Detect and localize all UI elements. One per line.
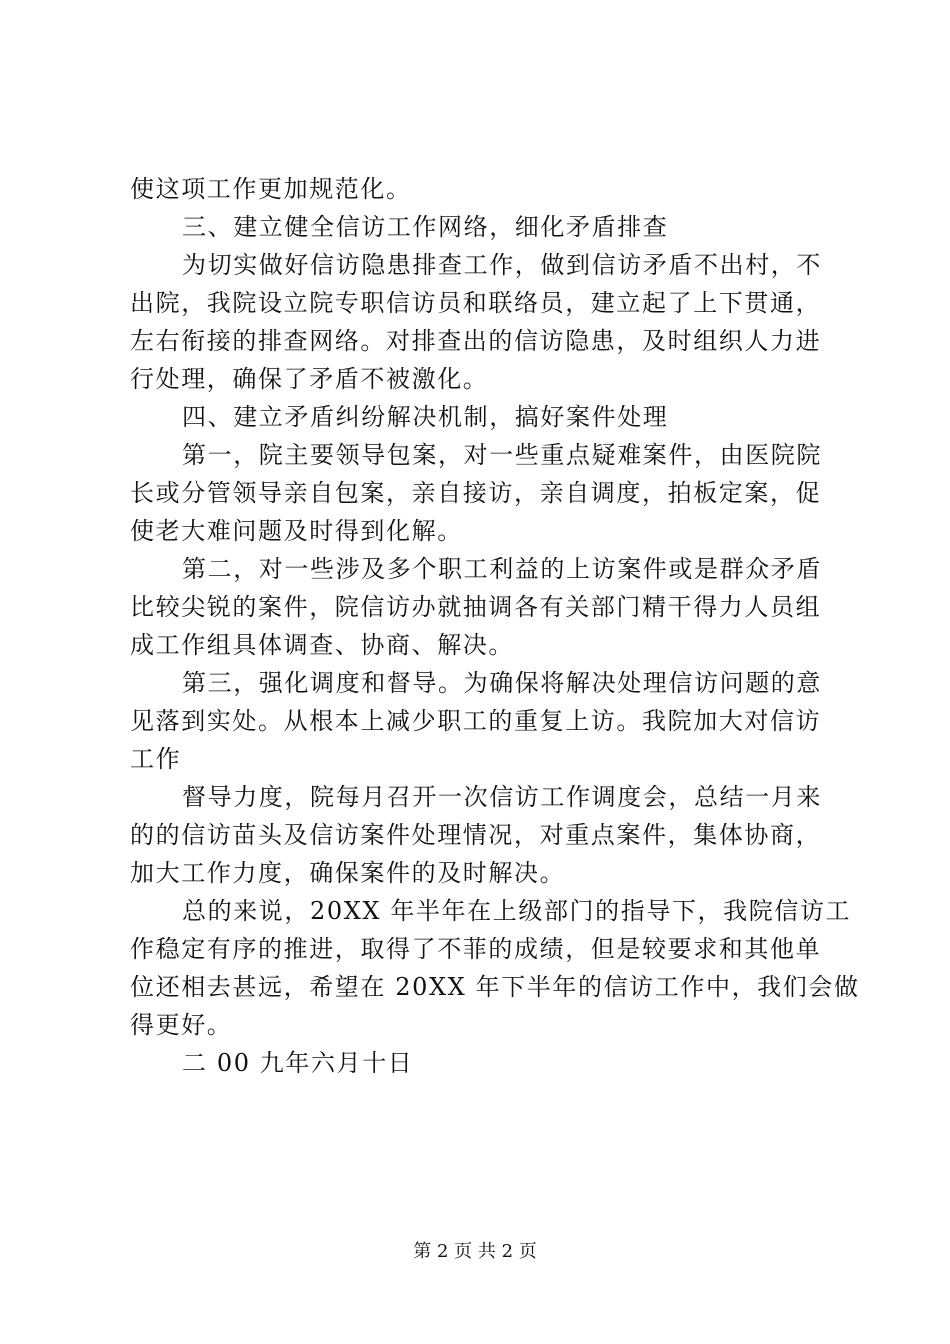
text-line: 长或分管领导亲自包案，亲自接访，亲自调度，拍板定案，促: [130, 479, 822, 507]
section-heading-4: 四、建立矛盾纠纷解决机制，搞好案件处理: [182, 403, 669, 431]
text-line: 使老大难问题及时得到化解。: [130, 517, 463, 545]
text-line: 比较尖锐的案件，院信访办就抽调各有关部门精干得力人员组: [130, 593, 822, 621]
text-line: 督导力度，院每月召开一次信访工作调度会，总结一月来: [182, 783, 822, 811]
text-line: 的的信访苗头及信访案件处理情况，对重点案件，集体协商，: [130, 821, 822, 849]
text-line: 为切实做好信访隐患排查工作，做到信访矛盾不出村，不: [182, 251, 822, 279]
text-line: 作稳定有序的推进，取得了不菲的成绩，但是较要求和其他单: [130, 935, 822, 963]
text-line: 成工作组具体调查、协商、解决。: [130, 631, 514, 659]
text-line: 第二，对一些涉及多个职工利益的上访案件或是群众矛盾: [182, 555, 822, 583]
text-line: 出院，我院设立院专职信访员和联络员，建立起了上下贯通，: [130, 289, 822, 317]
date-line: 二 00 九年六月十日: [182, 1049, 414, 1077]
text-line: 加大工作力度，确保案件的及时解决。: [130, 859, 566, 887]
text-line: 使这项工作更加规范化。: [130, 175, 412, 203]
text-line: 第一，院主要领导包案，对一些重点疑难案件，由医院院: [182, 441, 822, 469]
section-heading-3: 三、建立健全信访工作网络，细化矛盾排查: [182, 213, 669, 241]
text-line: 得更好。: [130, 1011, 233, 1039]
text-line: 行处理，确保了矛盾不被激化。: [130, 365, 489, 393]
text-line: 见落到实处。从根本上减少职工的重复上访。我院加大对信访: [130, 707, 822, 735]
text-line: 第三，强化调度和督导。为确保将解决处理信访问题的意: [182, 669, 822, 697]
text-line: 工作: [130, 745, 182, 773]
text-line: 左右衔接的排查网络。对排查出的信访隐患，及时组织人力进: [130, 327, 822, 355]
page-footer: 第 2 页 共 2 页: [413, 1241, 537, 1262]
document-body: [130, 170, 860, 1082]
text-line: 位还相去甚远，希望在 20XX 年下半年的信访工作中，我们会做: [130, 973, 860, 1001]
text-line: 总的来说，20XX 年半年在上级部门的指导下，我院信访工: [182, 897, 852, 925]
